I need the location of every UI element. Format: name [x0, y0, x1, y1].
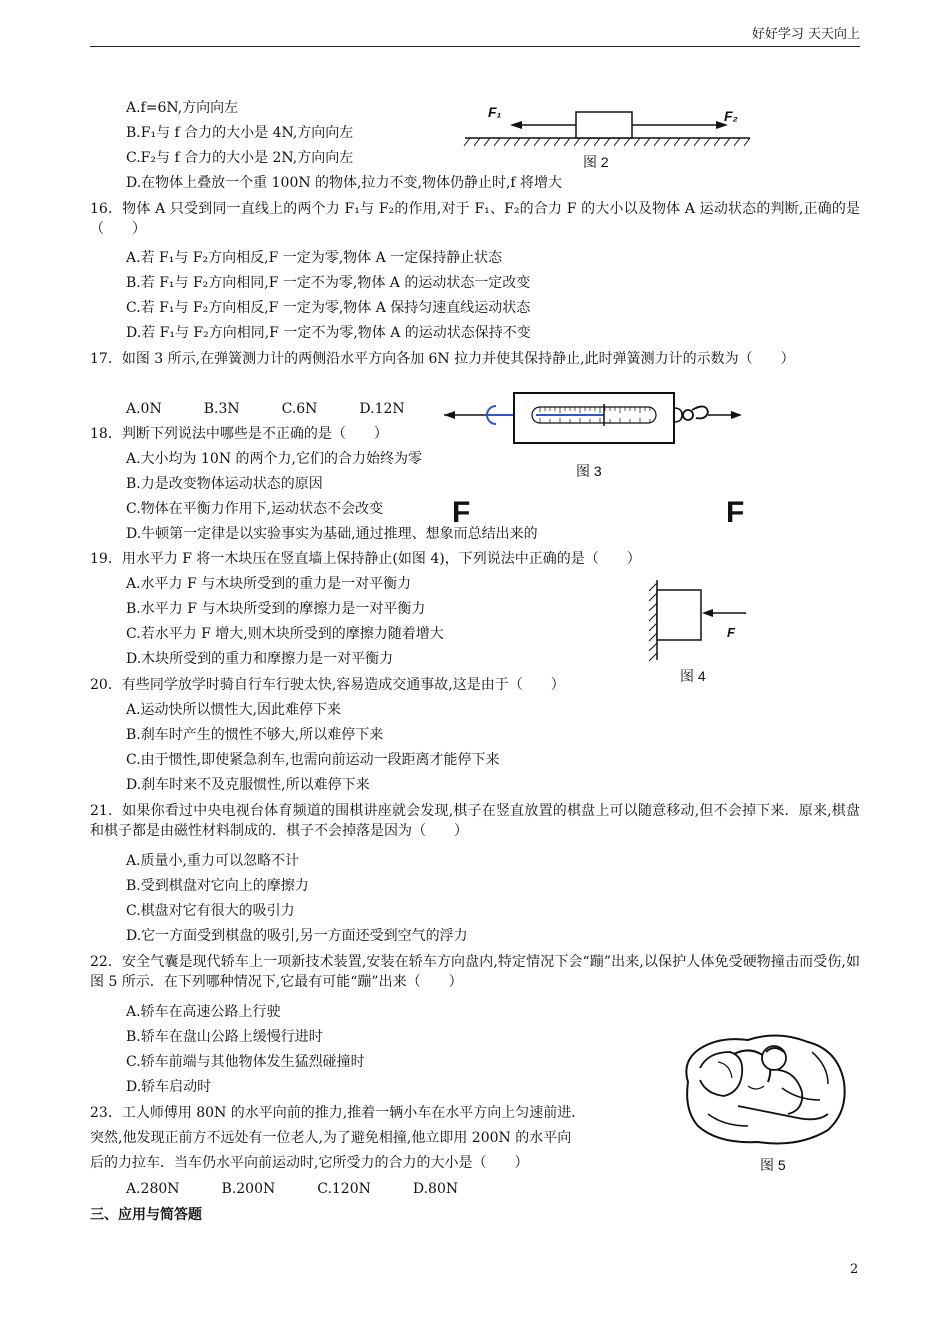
question-16: 16．物体 A 只受到同一直线上的两个力 F₁与 F₂的作用,对于 F₁、F₂的合力 F 的大小以及物体 A 运动状态的判断,正确的是（ ） [90, 201, 860, 237]
option-21c: C.棋盘对它有很大的吸引力 [126, 903, 295, 919]
option-15a: A.f=6N,方向向左 [126, 100, 239, 116]
question-21: 21．如果你看过中央电视台体育频道的围棋讲座就会发现,棋子在竖直放置的棋盘上可以随意移动,但不会掉下来．原来,棋盘和棋子都是由磁性材料制成的．棋子不会掉落是因为（ ） [90, 803, 860, 839]
options-17: A.0N B.3N C.6N D.12N [126, 401, 405, 417]
options-23: A.280N B.200N C.120N D.80N [126, 1181, 459, 1197]
question-20: 20．有些同学放学时骑自行车行驶太快,容易造成交通事故,这是由于（ ） [90, 677, 565, 693]
option-21d: D.它一方面受到棋盘的吸引,另一方面还受到空气的浮力 [126, 928, 468, 944]
option-22c: C.轿车前端与其他物体发生猛烈碰撞时 [126, 1054, 365, 1070]
page-header: 好好学习 天天向上 [90, 28, 860, 47]
option-21b: B.受到棋盘对它向上的摩擦力 [126, 878, 309, 894]
option-19c: C.若水平力 F 增大,则木块所受到的摩擦力随着增大 [126, 626, 444, 642]
figure-2-label-f2: F₂ [724, 108, 738, 124]
option-19b: B.水平力 F 与木块所受到的摩擦力是一对平衡力 [126, 601, 426, 617]
question-23-line3: 后的力拉车．当车仍水平向前运动时,它所受力的合力的大小是（ ） [90, 1155, 529, 1171]
option-21a: A.质量小,重力可以忽略不计 [126, 853, 300, 869]
option-16b: B.若 F₁与 F₂方向相同,F 一定不为零,物体 A 的运动状态一定改变 [126, 275, 531, 291]
option-19d: D.木块所受到的重力和摩擦力是一对平衡力 [126, 651, 394, 667]
question-23-line1: 23．工人师傅用 80N 的水平向前的推力,推着一辆小车在水平方向上匀速前进． [90, 1105, 586, 1121]
question-18: 18．判断下列说法中哪些是不正确的是（ ） [90, 426, 388, 442]
figure-3-caption: 图 3 [576, 463, 602, 479]
figure-4-wall-block [640, 575, 760, 665]
option-20a: A.运动快所以惯性大,因此难停下来 [126, 702, 342, 718]
option-18a: A.大小均为 10N 的两个力,它们的合力始终为零 [126, 451, 422, 467]
option-19a: A.水平力 F 与木块所受到的重力是一对平衡力 [126, 576, 412, 592]
option-20d: D.刹车时来不及克服惯性,所以难停下来 [126, 777, 370, 793]
figure-3-spring-scale [444, 388, 744, 452]
option-16d: D.若 F₁与 F₂方向相同,F 一定不为零,物体 A 的运动状态保持不变 [126, 325, 531, 341]
figure-4-caption: 图 4 [680, 668, 706, 684]
question-22: 22．安全气囊是现代轿车上一项新技术装置,安装在轿车方向盘内,特定情况下会“蹦”出来,以保护人体免受硬物撞击而受伤,如图 5 所示．在下列哪种情况下,它最有可能“蹦”出来（ ） [90, 954, 860, 990]
option-22d: D.轿车启动时 [126, 1079, 212, 1095]
option-20b: B.刹车时产生的惯性不够大,所以难停下来 [126, 727, 384, 743]
option-16a: A.若 F₁与 F₂方向相反,F 一定为零,物体 A 一定保持静止状态 [126, 250, 503, 266]
option-22b: B.轿车在盘山公路上缓慢行进时 [126, 1029, 323, 1045]
figure-5-caption: 图 5 [760, 1157, 786, 1173]
option-18c: C.物体在平衡力作用下,运动状态不会改变 [126, 501, 384, 517]
figure-5-airbag [678, 1022, 852, 1152]
option-22a: A.轿车在高速公路上行驶 [126, 1004, 281, 1020]
question-19: 19．用水平力 F 将一木块压在竖直墙上保持静止(如图 4)，下列说法中正确的是（ ） [90, 551, 641, 567]
figure-2 [460, 100, 760, 152]
page-number: 2 [850, 1262, 859, 1277]
option-15c: C.F₂与 f 合力的大小是 2N,方向向左 [126, 150, 354, 166]
option-16c: C.若 F₁与 F₂方向相反,F 一定为零,物体 A 保持匀速直线运动状态 [126, 300, 531, 316]
figure-2-label-f1: F₁ [488, 104, 502, 120]
big-f-left: F [452, 496, 471, 529]
option-18b: B.力是改变物体运动状态的原因 [126, 476, 323, 492]
big-f-right: F [726, 496, 745, 529]
option-15d: D.在物体上叠放一个重 100N 的物体,拉力不变,物体仍静止时,f 将增大 [126, 175, 563, 191]
section-3-title: 三、应用与简答题 [90, 1207, 202, 1223]
question-17: 17．如图 3 所示,在弹簧测力计的两侧沿水平方向各加 6N 拉力并使其保持静止,此时弹簧测力计的示数为（ ） [90, 351, 795, 367]
question-23-line2: 突然,他发现正前方不远处有一位老人,为了避免相撞,他立即用 200N 的水平向 [90, 1130, 572, 1146]
option-20c: C.由于惯性,即使紧急刹车,也需向前运动一段距离才能停下来 [126, 752, 500, 768]
option-18d: D.牛顿第一定律是以实验事实为基础,通过推理、想象而总结出来的 [126, 526, 538, 542]
figure-2-caption: 图 2 [583, 154, 609, 170]
figure-4-label-f: F [727, 625, 735, 640]
option-15b: B.F₁与 f 合力的大小是 4N,方向向左 [126, 125, 354, 141]
